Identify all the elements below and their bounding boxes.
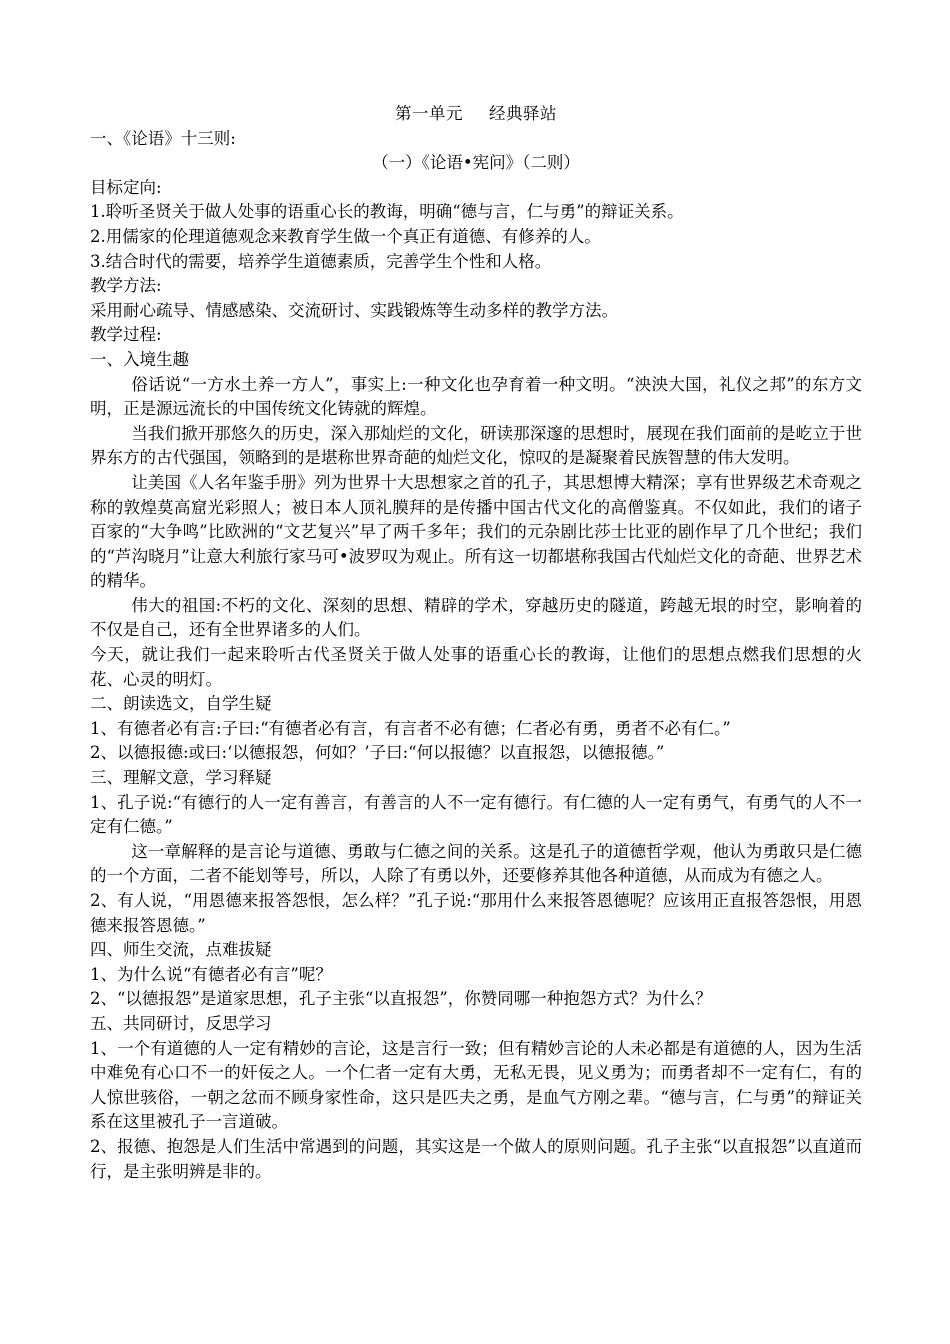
paragraph: 今天，就让我们一起来聆听古代圣贤关于做人处事的语重心长的教诲，让他们的思想点燃我们思想的火花、心灵的明灯。	[90, 645, 862, 689]
paragraph: 这一章解释的是言论与道德、勇敢与仁德之间的关系。这是孔子的道德哲学观，他认为勇敢只是仁德的一个方面，二者不能划等号，所以，人除了有勇以外，还要修养其他各种道德，从而成为有德之人。	[90, 841, 862, 886]
paragraph: 俗话说“一方水土养一方人”，事实上:一种文化也孕育着一种文明。“泱泱大国，礼仪之邦”的东方文明，正是源远流长的中国传统文化铸就的辉煌。	[90, 374, 862, 419]
section-heading: 一、《论语》十三则:	[90, 128, 236, 148]
list-item: 2、有人说，“用恩德来报答怨恨，怎么样？”孔子说:“那用什么来报答恩德呢？应该用正直报答怨恨，用恩德来报答恩德。”	[90, 891, 862, 935]
process-heading: 教学过程:	[90, 325, 162, 345]
objective-item: 1.聆听圣贤关于做人处事的语重心长的教诲，明确“德与言，仁与勇”的辩证关系。	[90, 202, 684, 222]
unit-label: 第一单元	[395, 104, 463, 123]
lesson-title: （一）《论语•宪问》（二则）	[372, 153, 580, 173]
objective-item: 2.用儒家的伦理道德观念来教育学生做一个真正有道德、有修养的人。	[90, 226, 601, 246]
unit-name: 经典驿站	[489, 104, 557, 123]
list-item: 1、有德者必有言:子曰:“有德者必有言，有言者不必有德；仁者必有勇，勇者不必有仁。”	[90, 718, 731, 738]
objectives-heading: 目标定向:	[90, 177, 162, 197]
step-heading: 三、理解文意，学习释疑	[90, 768, 272, 788]
step-heading: 四、师生交流，点难拔疑	[90, 940, 272, 960]
list-item: 2、以德报德:或曰:‘以德报怨，何如？’子曰:“何以报德？以直报怨，以德报德。”	[90, 743, 665, 763]
paragraph: 让美国《人名年鉴手册》列为世界十大思想家之首的孔子，其思想博大精深；享有世界级艺术奇观之称的敦煌莫高窟光彩照人；被日本人顶礼膜拜的是传播中国古代文化的高僧鉴真。不仅如此，我们的诸子百家的“大争鸣”比欧洲的“文艺复兴”早了两千多年；我们的元杂剧比莎士比亚的剧作早了几个世纪；我们的“芦沟晓月”让意大利旅行家马可•波罗叹为观止。所有这一切都堪称我国古代灿烂文化的奇葩、世界艺术的精华。	[90, 472, 862, 591]
document-page	[90, 102, 862, 1184]
objective-item: 3.结合时代的需要，培养学生道德素质，完善学生个性和人格。	[90, 251, 552, 271]
paragraph: 当我们掀开那悠久的历史，深入那灿烂的文化，研读那深邃的思想时，展现在我们面前的是屹立于世界东方的古代强国，领略到的是堪称世界奇葩的灿烂文化，惊叹的是凝聚着民族智慧的伟大发明。	[90, 423, 862, 468]
list-item: 1、为什么说“有德者必有言”呢？	[90, 964, 332, 984]
list-item: 2、报德、抱怨是人们生活中常遇到的问题，其实这是一个做人的原则问题。孔子主张“以直报怨”以直道而行，是主张明辨是非的。	[90, 1136, 862, 1181]
methods-heading: 教学方法:	[90, 276, 162, 296]
step-heading: 五、共同研讨，反思学习	[90, 1013, 272, 1033]
methods-text: 采用耐心疏导、情感感染、交流研讨、实践锻炼等生动多样的教学方法。	[90, 300, 618, 320]
step-heading: 一、入境生趣	[90, 349, 189, 369]
list-item: 2、“以德报怨”是道家思想，孔子主张“以直报怨”，你赞同哪一种抱怨方式？为什么？	[90, 989, 712, 1009]
list-item: 1、孔子说:“有德行的人一定有善言，有善言的人不一定有德行。有仁德的人一定有勇气，有勇气的人不一定有仁德。”	[90, 792, 862, 837]
unit-title	[90, 102, 862, 127]
paragraph: 伟大的祖国:不朽的文化、深刻的思想、精辟的学术，穿越历史的隧道，跨越无垠的时空，影响着的不仅是自己，还有全世界诸多的人们。	[90, 595, 862, 640]
list-item: 1、一个有道德的人一定有精妙的言论，这是言行一致；但有精妙言论的人未必都是有道德的人，因为生活中难免有心口不一的奸佞之人。一个仁者一定有大勇，无私无畏，见义勇为；而勇者却不一定有仁，有的人惊世骇俗，一朝之忿而不顾身家性命，这只是匹夫之勇，是血气方刚之辈。“德与言，仁与勇”的辩证关系在这里被孔子一言道破。	[90, 1038, 862, 1132]
step-heading: 二、朗读选文，自学生疑	[90, 694, 272, 714]
